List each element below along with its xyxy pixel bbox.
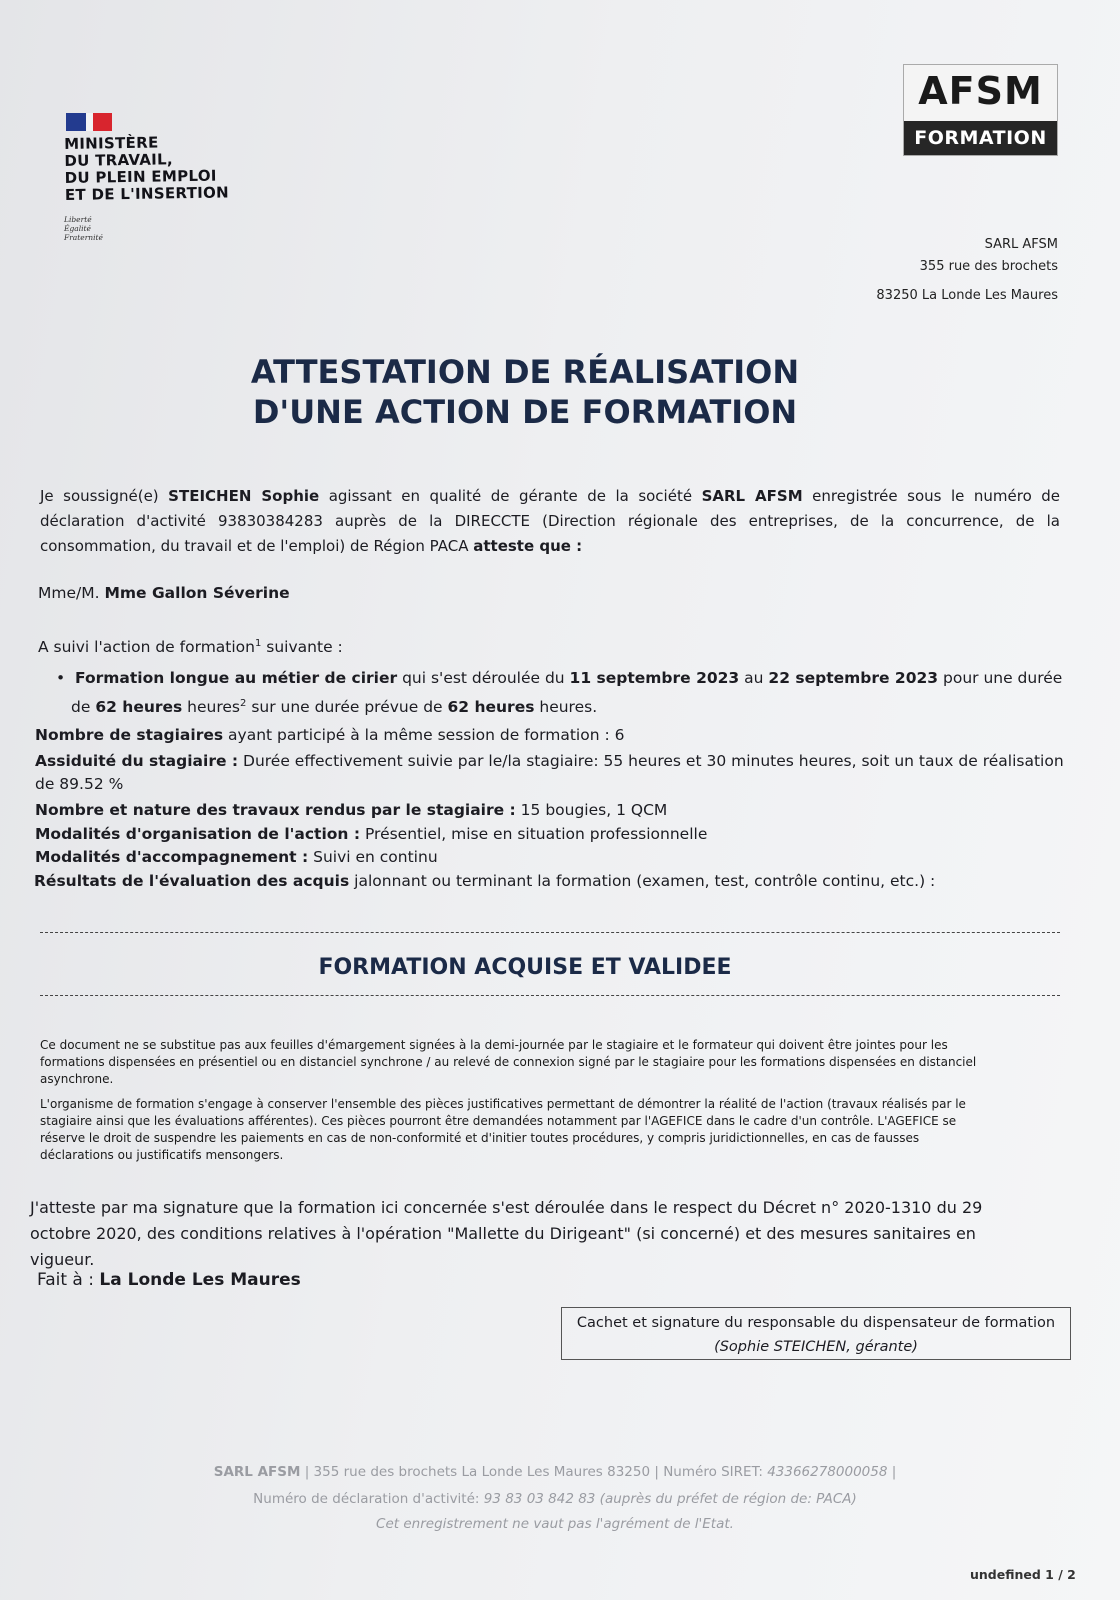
formation-line-2: de 62 heures heures$^2$ sur une durée prévue de 62 heures heures. xyxy=(71,698,598,717)
place-line: Fait à : La Londe Les Maures xyxy=(37,1270,301,1290)
notice-paragraph-1: Ce document ne se substitue pas aux feuilles d'émargement signées à la demi-journée par le stagiaire et le formateur qui doivent être jointes pour les formations dispensées en présentiel ou en distanciel synchrone / au relevé de connexion signé par le stagiaire pour les formations dispensées en distanciel asynchrone. xyxy=(40,1038,977,1086)
signatory-name: STEICHEN Sophie xyxy=(168,487,320,505)
notice-paragraph-2: L'organisme de formation s'engage à conserver l'ensemble des pièces justificatives permettant de démontrer la réalité de l'action (travaux réalisés par le stagiaire ainsi que les évaluations afférentes). Ces pièces pourront être demandées notamment par l'AGEFICE dans le cadre d'un contrôle. L'AGEFICE se réserve le droit de suspendre les paiements en cas de non-conformité et d'initier toutes procédures, y compris juridictionnelles, en cas de fausses déclarations ou justificatifs mensongers. xyxy=(40,1097,966,1162)
divider-bottom xyxy=(40,995,1060,996)
resultats-line: Résultats de l'évaluation des acquis jalonnant ou terminant la formation (examen, test, contrôle continu, etc.) : xyxy=(34,872,936,890)
travaux-line: Nombre et nature des travaux rendus par le stagiaire : 15 bougies, 1 QCM xyxy=(35,801,668,819)
suivi-line: A suivi l'action de formation$^1$ suivante : xyxy=(38,638,343,657)
footer-line-2: Numéro de déclaration d'activité: 93 83 03 842 83 (auprès du préfet de région de: PACA) xyxy=(253,1491,857,1507)
bullet-icon: • xyxy=(56,669,75,687)
footer-line-1: SARL AFSM | 355 rue des brochets La Londe Les Maures 83250 | Numéro SIRET: 43366278000058 | xyxy=(213,1464,897,1480)
ministry-motto: Liberté Égalité Fraternité xyxy=(64,215,103,242)
intro-paragraph: Je soussigné(e) STEICHEN Sophie agissant en qualité de gérante de la société SARL AFSM enregistrée sous le numéro de déclaration d'activité 93830384283 auprès de la DIRECCTE (Direction régionale des entreprises, de la concurrence, de la consommation, du travail et de l'emploi) de Région PACA atteste que : xyxy=(40,487,1060,555)
formation-end: 22 septembre 2023 xyxy=(768,669,939,687)
signature-box: Cachet et signature du responsable du dispensateur de formation (Sophie STEICHEN, gérante) xyxy=(561,1307,1071,1360)
page-title: ATTESTATION DE RÉALISATION D'UNE ACTION DE FORMATION xyxy=(250,353,800,431)
place-value: La Londe Les Maures xyxy=(99,1270,301,1290)
formation-start: 11 septembre 2023 xyxy=(569,669,740,687)
marianne-flag-icon xyxy=(66,113,112,131)
organisation-line: Modalités d'organisation de l'action : Présentiel, mise en situation professionnelle xyxy=(35,825,708,843)
trainee-name: Mme Gallon Séverine xyxy=(104,584,290,602)
company-name: SARL AFSM xyxy=(701,487,803,505)
address-line-3: 83250 La Londe Les Maures xyxy=(876,288,1058,303)
divider-top xyxy=(40,932,1060,933)
footer-line-3: Cet enregistrement ne vaut pas l'agrément de l'Etat. xyxy=(376,1516,734,1532)
page-number: undefined 1 / 2 xyxy=(970,1567,1076,1582)
assiduite-line: Assiduité du stagiaire : Durée effectivement suivie par le/la stagiaire: 55 heures et 30 minutes heures, soit un taux de réalisation xyxy=(35,752,1064,770)
address-line-1: SARL AFSM xyxy=(984,237,1058,252)
address-line-2: 355 rue des brochets xyxy=(919,259,1058,274)
formation-name: Formation longue au métier de cirier xyxy=(75,669,398,687)
afsm-logo: AFSM FORMATION xyxy=(903,64,1058,156)
declaration-paragraph: J'atteste par ma signature que la formation ici concernée s'est déroulée dans le respect du Décret n° 2020-1310 du 29 octobre 2020, des conditions relatives à l'opération "Mallette du Dirigeant" (si concerné) et des mesures sanitaires en vigueur. xyxy=(30,1198,983,1269)
stagiaires-line: Nombre de stagiaires ayant participé à la même session de formation : 6 xyxy=(35,726,625,744)
accompagnement-line: Modalités d'accompagnement : Suivi en continu xyxy=(35,848,438,866)
formation-line-1: • Formation longue au métier de cirier qui s'est déroulée du 11 septembre 2023 au 22 septembre 2023 pour une durée xyxy=(56,669,1063,687)
ministry-name: MINISTÈRE DU TRAVAIL, DU PLEIN EMPLOI ET DE L'INSERTION xyxy=(63,133,230,204)
assiduite-rate: de 89.52 % xyxy=(35,775,124,793)
result-heading: FORMATION ACQUISE ET VALIDEE xyxy=(318,955,732,980)
trainee-line: Mme/M. Mme Gallon Séverine xyxy=(38,584,290,602)
